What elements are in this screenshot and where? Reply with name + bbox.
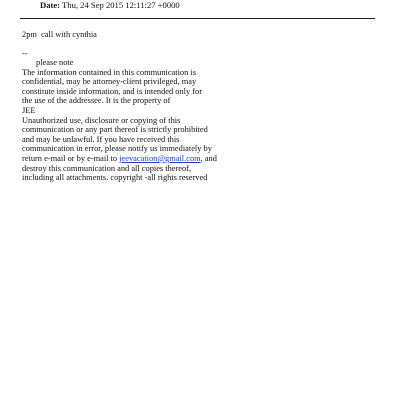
disclaimer-line-1: please note	[36, 58, 74, 67]
disclaimer-line-12: destroy this communication and all copies thereof,	[22, 163, 192, 173]
disclaimer-line-11-suffix: , and	[200, 153, 217, 163]
disclaimer-line-10: communication in error, please notify us immediately by	[22, 144, 212, 154]
disclaimer-line-6: JEE	[22, 105, 36, 115]
disclaimer-line-5: the use of the addressee. It is the property of	[22, 96, 171, 106]
disclaimer-line-7: Unauthorized use, disclosure or copying of this	[22, 115, 181, 125]
disclaimer-line-4: constitute inside information, and is intended only for	[22, 86, 203, 96]
disclaimer-block	[22, 58, 217, 183]
disclaimer-line-8: communication or any part thereof is strictly prohibited	[22, 125, 208, 135]
disclaimer-line-3: confidential, may be attorney-client privileged, may	[22, 77, 197, 87]
disclaimer-line-11-prefix: return e-mail or by e-mail to	[22, 153, 120, 163]
header-divider	[20, 18, 375, 19]
message-first-line: 2pm call with cynthia	[22, 30, 97, 39]
disclaimer-line-13: including all attachments. copyright -all rights reserved	[22, 173, 208, 183]
disclaimer-line-2: The information contained in this communication is	[22, 67, 196, 77]
email-link[interactable]: jeevacation@gmail.com	[119, 153, 201, 163]
date-header	[40, 0, 180, 11]
disclaimer-line-11	[22, 154, 217, 164]
date-label: Date:	[40, 0, 61, 10]
date-value: Thu, 24 Sep 2015 12:11:27 +0000	[60, 0, 180, 10]
disclaimer-line-9: and may be unlawful. If you have received this	[22, 134, 180, 144]
signature-separator: --	[22, 49, 28, 58]
